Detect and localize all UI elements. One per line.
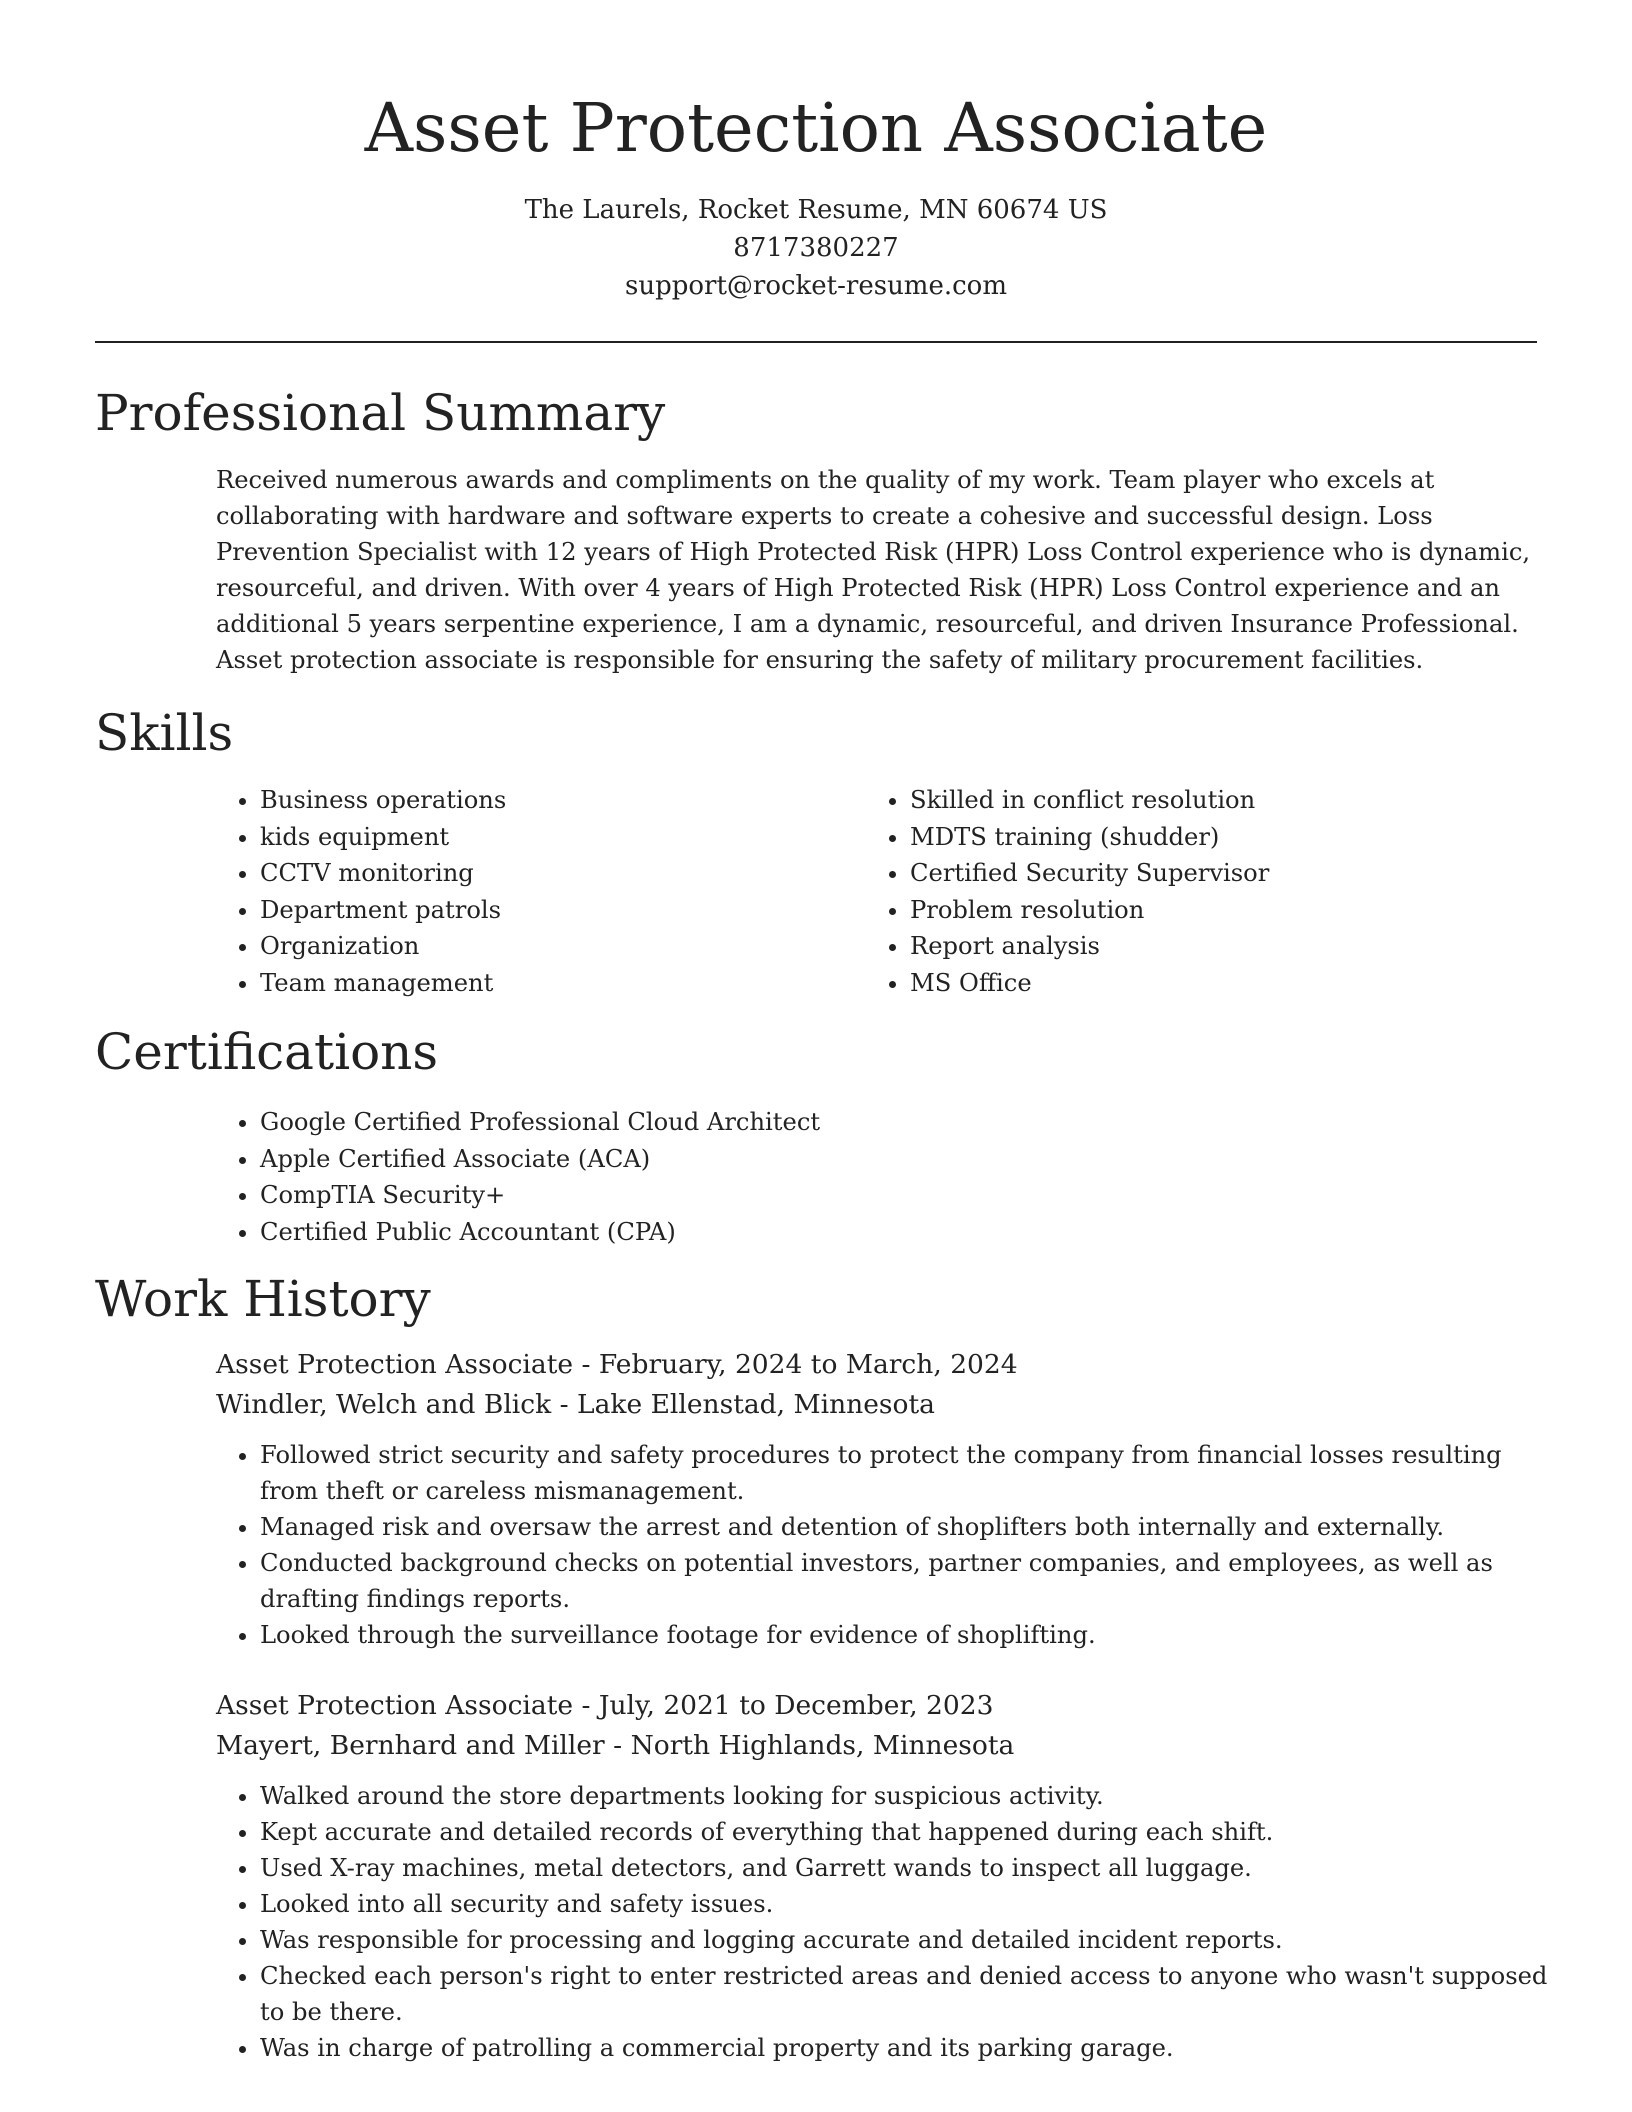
job-duty-item: • Checked each person's right to enter restricted areas and denied access to anyone who wasn't supposed to be there. [260,1958,1551,2030]
skill-item: • kids equipment [260,819,836,856]
skill-item: • Certified Security Supervisor [910,855,1486,892]
skill-item: • Problem resolution [910,892,1486,929]
certifications-list [216,1104,1416,1250]
certification-item: • Google Certified Professional Cloud Architect [260,1104,1416,1141]
job-company: Windler, Welch and Blick [216,1389,552,1420]
contact-address: The Laurels, Rocket Resume, MN 60674 US [524,195,1108,225]
header-divider [95,341,1537,343]
job-duties [216,1778,1551,2066]
skills-heading: Skills [95,704,234,762]
certification-item: • Apple Certified Associate (ACA) [260,1141,1416,1178]
job-separator: - [581,1690,599,1721]
certification-item: • Certified Public Accountant (CPA) [260,1214,1416,1251]
job-duty-item: • Was in charge of patrolling a commercial property and its parking garage. [260,2030,1551,2066]
job-duties [216,1437,1551,1653]
skills-column-right [866,782,1486,1001]
skill-item: • CCTV monitoring [260,855,836,892]
job-company: Mayert, Bernhard and Miller [216,1730,605,1761]
job-role: Asset Protection Associate [216,1349,574,1380]
certification-item: • CompTIA Security+ [260,1177,1416,1214]
job-title-line [216,1345,1536,1385]
job-dates: July, 2021 to December, 2023 [598,1690,994,1721]
job-separator: - [581,1349,599,1380]
work-history-heading: Work History [95,1270,431,1328]
job-dates: February, 2024 to March, 2024 [598,1349,1018,1380]
skill-item: • Business operations [260,782,836,819]
job-duty-item: • Used X-ray machines, metal detectors, and Garrett wands to inspect all luggage. [260,1850,1551,1886]
job-company-line [216,1385,1536,1425]
job-title-line [216,1686,1536,1726]
skills-column-left [216,782,836,1001]
skill-item: • Department patrols [260,892,836,929]
job-separator: - [559,1389,578,1420]
skill-item: • MDTS training (shudder) [910,819,1486,856]
job-duty-item: • Followed strict security and safety procedures to protect the company from financial losses resulting from theft or careless mismanagement. [260,1437,1551,1509]
job-duty-item: • Looked through the surveillance footage for evidence of shoplifting. [260,1617,1551,1653]
contact-email: support@rocket-resume.com [624,271,1007,301]
job-separator: - [613,1730,631,1761]
job-role: Asset Protection Associate [216,1690,574,1721]
summary-heading: Professional Summary [95,384,666,442]
job-duty-item: • Walked around the store departments looking for suspicious activity. [260,1778,1551,1814]
skill-item: • Organization [260,928,836,965]
summary-text: Received numerous awards and compliments on the quality of my work. Team player who excels at collaborating with hardware and software experts to create a cohesive and successful design. Loss Prevention Specialist with 12 years of High Protected Risk (HPR) Loss Control experience who is dynamic, resourceful, and driven. With over 4 years of High Protected Risk (HPR) Loss Control experience and an additional 5 years serpentine experience, I am a dynamic, resourceful, and driven Insurance Professional. Asset protection associate is responsible for ensuring the safety of military procurement facilities. [216,466,1531,674]
skill-item: • Team management [260,965,836,1002]
job-duty-item: • Looked into all security and safety issues. [260,1886,1551,1922]
job-duty-item: • Conducted background checks on potential investors, partner companies, and employees, as well as drafting findings reports. [260,1545,1551,1617]
resume-title: Asset Protection Associate [364,89,1268,167]
contact-block [0,191,1632,305]
job-location: North Highlands, Minnesota [630,1730,1015,1761]
skill-item: • Skilled in conflict resolution [910,782,1486,819]
job-header [216,1345,1536,1425]
job-company-line [216,1726,1536,1766]
certifications-heading: Certifications [95,1023,439,1081]
skill-item: • Report analysis [910,928,1486,965]
job-location: Lake Ellenstad, Minnesota [577,1389,935,1420]
job-duty-item: • Kept accurate and detailed records of everything that happened during each shift. [260,1814,1551,1850]
job-duty-item: • Managed risk and oversaw the arrest and detention of shoplifters both internally and externally. [260,1509,1551,1545]
contact-phone: 8717380227 [733,233,899,263]
job-header [216,1686,1536,1766]
skill-item: • MS Office [910,965,1486,1002]
job-duty-item: • Was responsible for processing and logging accurate and detailed incident reports. [260,1922,1551,1958]
